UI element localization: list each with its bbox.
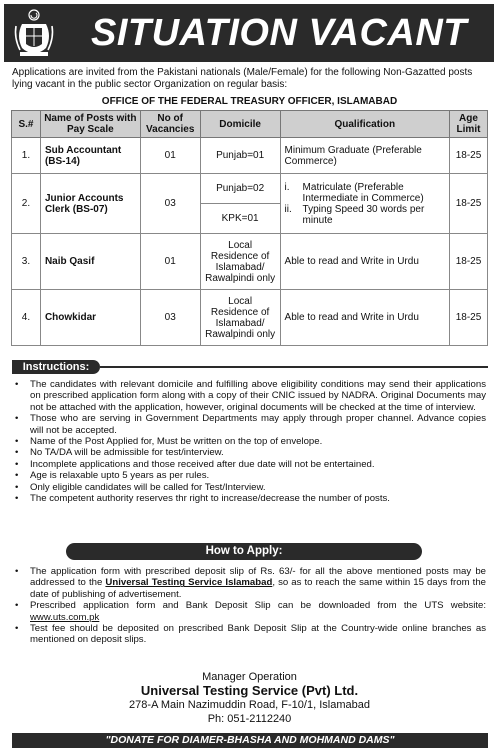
cell-qualification: Able to read and Write in Urdu [280,234,449,290]
government-of-pakistan-emblem-icon [12,8,56,58]
cell-sno: 3. [12,234,41,290]
cell-age: 18-25 [450,234,488,290]
cell-sno: 4. [12,290,41,346]
col-header-age: Age Limit [450,111,488,138]
col-header-post: Name of Posts with Pay Scale [40,111,140,138]
list-item: • The competent authority reserves thr right to increase/decrease the number of posts. [12,493,486,504]
apply-text: Prescribed application form and Bank Deposit Slip can be downloaded from the UTS website: [30,600,486,612]
cell-post: Chowkidar [40,290,140,346]
apply-text: The application form with prescribed deposit slip of Rs. 63/- for all the above mentioned posts may be addressed to the [30,566,486,589]
how-to-apply-heading: How to Apply: [66,543,422,560]
col-header-sno: S.# [12,111,41,138]
list-item: • Test fee should be deposited on prescribed Bank Deposit Slip at the Country-wide online branches as mentioned on deposit slips. [12,623,486,646]
cell-sno: 1. [12,138,41,174]
cell-domicile: Punjab=01 [200,138,280,174]
cell-age: 18-25 [450,290,488,346]
list-item: • No TA/DA will be admissible for test/interview. [12,447,486,458]
cell-domicile: Local Residence of Islamabad/ Rawalpindi only [200,234,280,290]
list-item: • The candidates with relevant domicile and fulfilling above eligibility conditions may send their applications on prescribed application form along with a copy of their CNIC issued by NADRA. Original Documents may not be attached with the application, however, original documents will be checked at the time of interview. [12,379,486,413]
uts-islamabad-link[interactable]: Universal Testing Service Islamabad [105,577,273,589]
office-heading: OFFICE OF THE FEDERAL TREASURY OFFICER, ISLAMABAD [101,96,398,107]
apply-text: , so as to reach the same within 15 days from the date of publishing of advertisement. [30,577,486,600]
table-header-row [12,111,488,138]
cell-age: 18-25 [450,174,488,234]
table-row [12,174,488,204]
list-item: • Name of the Post Applied for, Must be written on the top of envelope. [12,436,486,447]
qualification-list [285,182,445,226]
list-item [12,566,486,600]
cell-vacancies: 01 [140,138,200,174]
cell-post: Sub Accountant (BS-14) [40,138,140,174]
cell-post: Junior Accounts Clerk (BS-07) [40,174,140,234]
header-banner [4,4,494,62]
cell-sno: 2. [12,174,41,234]
list-item [285,182,445,204]
list-item: • Age is relaxable upto 5 years as per rules. [12,470,486,481]
list-item: • Those who are serving in Government Departments may apply through proper channel. Advance copies will not be accepted. [12,413,486,436]
page-title: SITUATION VACANT [90,12,467,54]
how-to-apply-list [12,566,486,646]
cell-vacancies: 03 [140,290,200,346]
organization-name: Universal Testing Service (Pvt) Ltd. [140,683,359,698]
col-header-domicile: Domicile [200,111,280,138]
instructions-heading: Instructions: [12,360,100,374]
table-row [12,234,488,290]
list-num: ii. [284,203,292,215]
cell-vacancies: 01 [140,234,200,290]
cell-domicile: Punjab=02 [200,174,280,204]
signatory-role: Manager Operation [202,671,297,683]
table-row [12,138,488,174]
list-item [12,600,486,623]
uts-website-link[interactable]: www.uts.com.pk [30,611,100,623]
organization-address: 278-A Main Nazimuddin Road, F-10/1, Islamabad [129,699,370,711]
intro-text: Applications are invited from the Pakistani nationals (Male/Female) for the following Non-Gazatted posts lying vacant in the public sector Organization on regular basis: [12,67,473,90]
instructions-divider [100,366,488,368]
cell-qualification: Able to read and Write in Urdu [280,290,449,346]
cell-vacancies: 03 [140,174,200,234]
organization-phone: Ph: 051-2112240 [207,713,292,725]
col-header-vacancies: No of Vacancies [140,111,200,138]
list-num: i. [284,181,290,193]
list-item [285,204,445,226]
table-row [12,290,488,346]
cell-domicile: KPK=01 [200,204,280,234]
cell-post: Naib Qasif [40,234,140,290]
vacancies-table [11,110,488,346]
instructions-list [12,379,486,504]
cell-age: 18-25 [450,138,488,174]
cell-domicile: Local Residence of Islamabad/ Rawalpindi only [200,290,280,346]
footer-banner: "DONATE FOR DIAMER-BHASHA AND MOHMAND DAMS" [12,733,488,748]
cell-qualification: Minimum Graduate (Preferable Commerce) [280,138,449,174]
cell-qualification [280,174,449,234]
col-header-qualification: Qualification [280,111,449,138]
list-item: • Only eligible candidates will be called for Test/Interview. [12,482,486,493]
list-text: Typing Speed 30 words per minute [302,203,425,226]
list-text: Matriculate (Preferable Intermediate in Commerce) [302,181,424,204]
signature-block [0,670,499,726]
list-item: • Incomplete applications and those received after due date will not be entertained. [12,459,486,470]
